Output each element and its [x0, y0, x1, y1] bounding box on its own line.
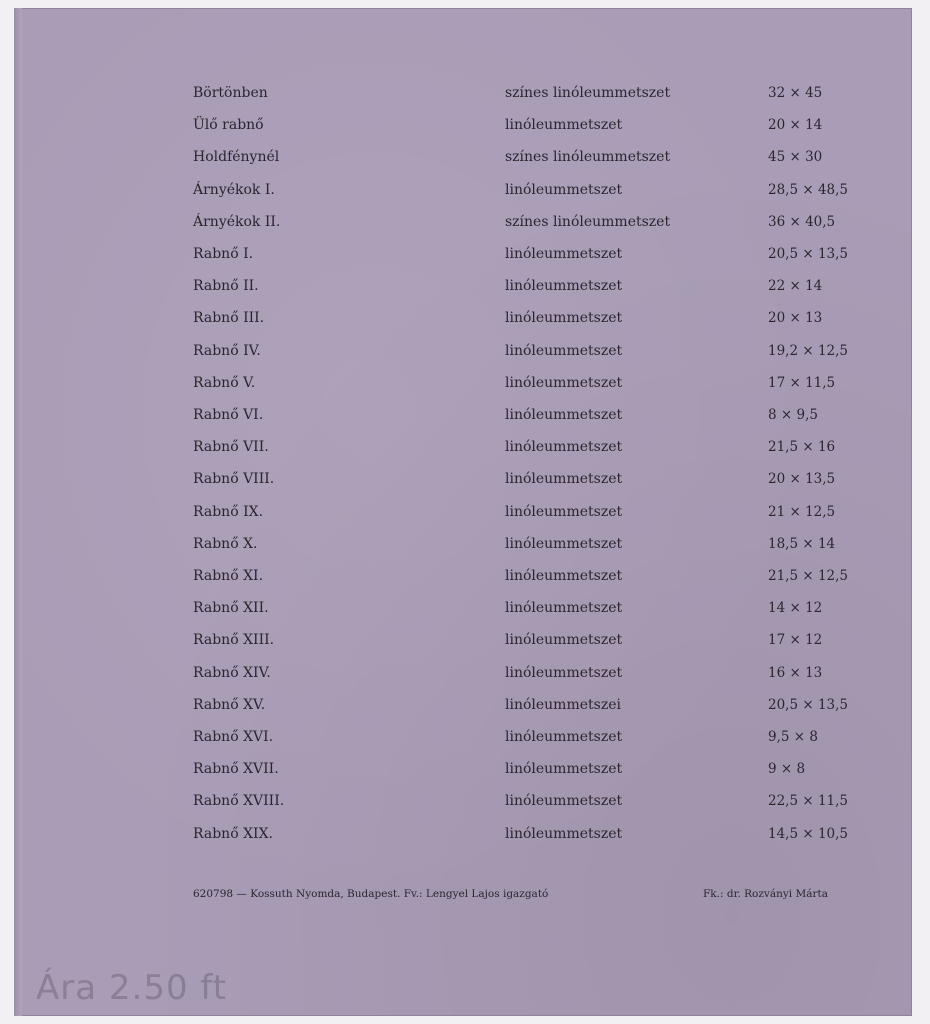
artwork-title: Rabnő III. [193, 310, 265, 327]
artwork-technique: színes linóleummetszet [505, 213, 671, 230]
artwork-title: Ülő rabnő [193, 117, 264, 134]
artwork-technique: linóleummetszet [505, 535, 623, 552]
artwork-size: 16 × 13 [768, 664, 823, 681]
list-item [14, 536, 912, 556]
artwork-title: Árnyékok II. [193, 213, 281, 230]
artwork-size: 32 × 45 [768, 85, 823, 101]
list-item [14, 568, 912, 588]
list-item [14, 343, 912, 363]
artwork-technique: linóleummetszet [505, 600, 623, 617]
list-item [14, 310, 912, 330]
handwritten-price-note: Ára 2.50 ft [36, 968, 228, 1008]
artwork-technique: linóleummetszet [505, 471, 623, 488]
artwork-size: 28,5 × 48,5 [768, 181, 849, 198]
list-item [14, 278, 912, 298]
artwork-technique: linóleummetszet [505, 568, 623, 584]
artwork-size: 14,5 × 10,5 [768, 825, 849, 842]
artwork-technique: linóleummetszet [505, 664, 623, 681]
list-item [14, 182, 912, 202]
artwork-technique: linóleummetszei [505, 696, 621, 713]
artwork-size: 8 × 9,5 [768, 407, 818, 423]
artwork-title: Rabnő XVIII. [193, 793, 285, 810]
artwork-size: 9,5 × 8 [768, 729, 818, 745]
artwork-size: 17 × 12 [768, 632, 823, 649]
artwork-size: 21,5 × 16 [768, 439, 836, 456]
artwork-size: 19,2 × 12,5 [768, 342, 849, 359]
artwork-size: 45 × 30 [768, 149, 823, 166]
artwork-title: Rabnő XIII. [193, 632, 275, 649]
artwork-technique: linóleummetszet [505, 310, 623, 327]
artwork-title: Rabnő V. [193, 374, 256, 391]
artwork-title: Rabnő XV. [193, 696, 266, 713]
artwork-size: 18,5 × 14 [768, 535, 836, 552]
artwork-title: Rabnő I. [193, 246, 254, 262]
artwork-technique: linóleummetszet [505, 729, 623, 745]
artwork-technique: színes linóleummetszet [505, 149, 671, 166]
artwork-title: Árnyékok I. [193, 181, 275, 198]
artwork-technique: linóleummetszet [505, 117, 623, 134]
artwork-technique: linóleummetszet [505, 825, 623, 842]
artwork-title: Rabnő XI. [193, 568, 264, 584]
printer-imprint: 620798 — Kossuth Nyomda, Budapest. Fv.: Lengyel Lajos igazgató [193, 888, 549, 900]
artwork-title: Rabnő X. [193, 535, 258, 552]
list-item [14, 117, 912, 137]
list-item [14, 665, 912, 685]
artwork-title: Holdfénynél [193, 149, 280, 166]
artwork-technique: linóleummetszet [505, 278, 623, 295]
artwork-technique: linóleummetszet [505, 181, 623, 198]
artwork-technique: linóleummetszet [505, 503, 623, 520]
list-item [14, 149, 912, 169]
artwork-size: 9 × 8 [768, 761, 806, 778]
artwork-size: 20 × 14 [768, 117, 823, 134]
list-item [14, 793, 912, 813]
artwork-technique: linóleummetszet [505, 374, 623, 391]
list-item [14, 600, 912, 620]
artwork-title: Börtönben [193, 85, 268, 101]
artwork-title: Rabnő VIII. [193, 471, 275, 488]
artwork-size: 20 × 13 [768, 310, 823, 327]
artwork-title: Rabnő IX. [193, 503, 264, 520]
artwork-size: 21,5 × 12,5 [768, 568, 849, 584]
artwork-size: 22 × 14 [768, 278, 823, 295]
artwork-title: Rabnő XVI. [193, 729, 274, 745]
list-item [14, 214, 912, 234]
artwork-technique: linóleummetszet [505, 342, 623, 359]
artwork-size: 20,5 × 13,5 [768, 246, 849, 262]
artwork-technique: linóleummetszet [505, 246, 623, 262]
artwork-technique: linóleummetszet [505, 761, 623, 778]
artwork-title: Rabnő VII. [193, 439, 269, 456]
artwork-size: 36 × 40,5 [768, 213, 836, 230]
list-item [14, 407, 912, 427]
artwork-title: Rabnő XIX. [193, 825, 273, 842]
list-item [14, 632, 912, 652]
list-item [14, 504, 912, 524]
artwork-technique: linóleummetszet [505, 407, 623, 423]
artwork-size: 20,5 × 13,5 [768, 696, 849, 713]
editor-credit: Fk.: dr. Rozványi Márta [703, 888, 828, 900]
list-item [14, 85, 912, 105]
list-item [14, 697, 912, 717]
artwork-size: 14 × 12 [768, 600, 823, 617]
artwork-size: 20 × 13,5 [768, 471, 836, 488]
artwork-title: Rabnő VI. [193, 407, 264, 423]
artwork-title: Rabnő XIV. [193, 664, 271, 681]
artwork-title: Rabnő II. [193, 278, 259, 295]
artwork-technique: linóleummetszet [505, 632, 623, 649]
list-item [14, 761, 912, 781]
list-item [14, 439, 912, 459]
artwork-title: Rabnő XVII. [193, 761, 279, 778]
artwork-technique: linóleummetszet [505, 793, 623, 810]
list-item [14, 471, 912, 491]
artwork-size: 22,5 × 11,5 [768, 793, 849, 810]
list-item [14, 375, 912, 395]
document-page [14, 8, 912, 1016]
artwork-title: Rabnő XII. [193, 600, 269, 617]
list-item [14, 826, 912, 846]
list-item [14, 729, 912, 749]
artwork-technique: színes linóleummetszet [505, 85, 671, 101]
artwork-title: Rabnő IV. [193, 342, 261, 359]
artwork-size: 17 × 11,5 [768, 374, 836, 391]
artwork-size: 21 × 12,5 [768, 503, 836, 520]
artwork-technique: linóleummetszet [505, 439, 623, 456]
list-item [14, 246, 912, 266]
